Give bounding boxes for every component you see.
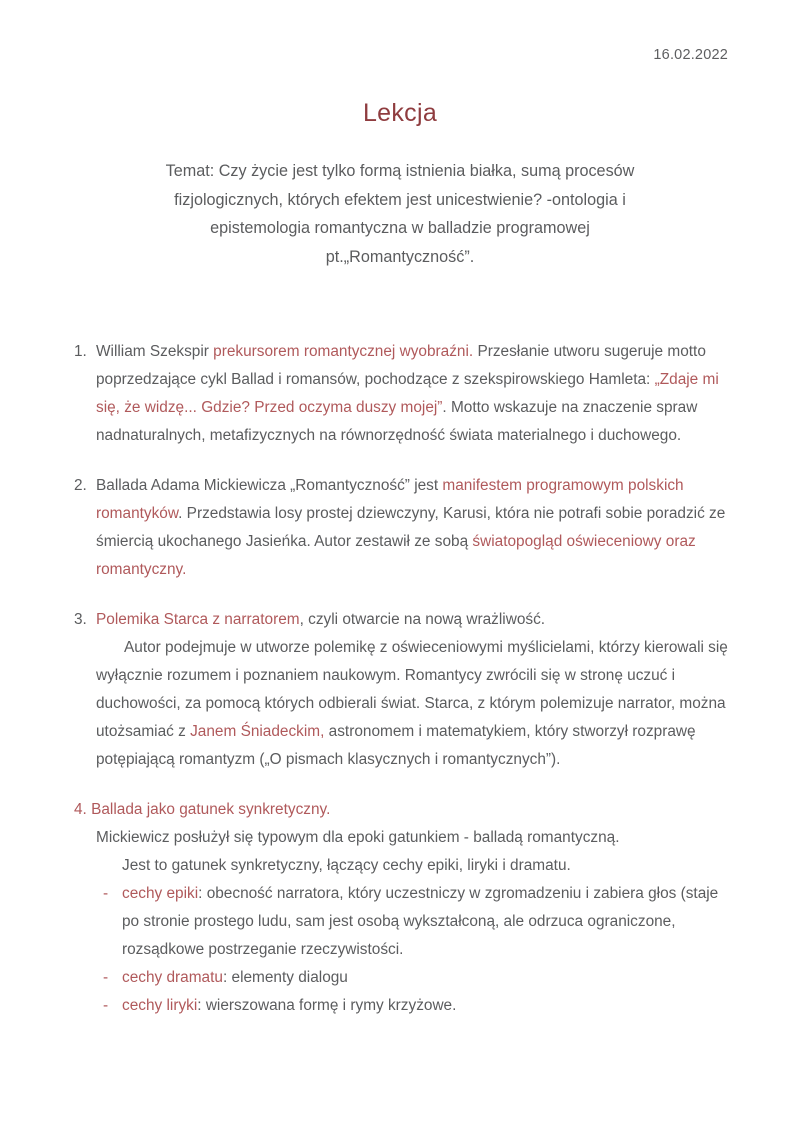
text-segment: astronomem i matematykiem, który stworzył rozprawę potępiającą romantyzm („O pismach klasycznych i romantycznych”).	[96, 723, 696, 768]
text-segment: William Szekspir	[96, 343, 214, 360]
list-item-4-heading: 4. Ballada jako gatunek synkretyczny.	[74, 801, 331, 818]
page-title: Lekcja	[362, 99, 438, 127]
list-item	[0, 964, 800, 992]
subject-line-3: epistemologia romantyczna w balladzie programowej	[210, 219, 590, 237]
highlighted-segment: Polemika Starca z narratorem	[96, 611, 300, 628]
dash-bullet-icon: -	[103, 969, 109, 986]
list-marker: 1.	[74, 343, 87, 360]
list-item-text	[122, 880, 728, 964]
list-item	[0, 472, 800, 584]
list-item-text	[96, 338, 728, 450]
list-item-text	[96, 472, 728, 584]
list-item-heading	[96, 606, 728, 634]
highlighted-segment: manifestem programowym polskich romantyków	[96, 477, 684, 522]
list-item-4-subline-2: Jest to gatunek synkretyczny, łączący cechy epiki, liryki i dramatu.	[122, 857, 571, 874]
list-marker: 3.	[74, 611, 87, 628]
subject-line-2: fizjologicznych, których efektem jest unicestwienie? -ontologia i	[174, 190, 626, 209]
text-segment: . Motto wskazuje na znaczenie spraw nadnaturalnych, metafizycznych na równorzędność świata materialnego i duchowego.	[96, 399, 698, 444]
feature-description: : elementy dialogu	[222, 969, 348, 986]
subject-line-4: pt.„Romantyczność”.	[325, 247, 475, 266]
genre-feature-list	[0, 880, 800, 1020]
list-item	[0, 338, 800, 450]
highlighted-segment: Janem Śniadeckim,	[190, 723, 325, 740]
list-item-text	[122, 992, 728, 1020]
text-segment: Ballada Adama Mickiewicza „Romantyczność” jest	[96, 477, 443, 494]
highlighted-segment: prekursorem romantycznej wyobraźni.	[213, 343, 474, 360]
text-segment: , czyli otwarcie na nową wrażliwość.	[299, 611, 546, 628]
feature-label: cechy dramatu	[122, 969, 223, 986]
list-item-4-subline-1: Mickiewicz posłużył się typowym dla epoki gatunkiem - balladą romantyczną.	[96, 829, 620, 846]
list-item	[0, 992, 800, 1020]
text-segment: Autor podejmuje w utworze polemikę z oświeceniowymi myślicielami, którzy kierowali się wyłącznie rozumem i poznaniem naukowym. Romantycy zwrócili się w stronę uczuć i duchowości, za pomocą których odbierali świat. Starca, z którym polemizuje narrator, można utożsamiać z	[96, 639, 728, 740]
list-item-text	[122, 964, 728, 992]
feature-label: cechy liryki	[122, 997, 198, 1014]
feature-label: cechy epiki	[122, 885, 199, 902]
dash-bullet-icon: -	[103, 885, 109, 902]
highlighted-segment: „Zdaje mi się, że widzę... Gdzie? Przed oczyma duszy mojej”	[96, 371, 719, 416]
highlighted-segment: światopogląd oświeceniowy oraz romantyczny.	[96, 533, 696, 578]
list-item-4	[0, 796, 800, 880]
list-item	[0, 880, 800, 964]
feature-description: : obecność narratora, który uczestniczy w zgromadzeniu i zabiera głos (staje po stronie prostego ludu, sam jest osobą wykształconą, ale odrzuca ograniczone, rozsądkowe postrzeganie rzeczywistości.	[122, 885, 719, 958]
document-date: 16.02.2022	[653, 47, 728, 63]
text-segment: Przesłanie utworu sugeruje motto poprzedzające cykl Ballad i romansów, pochodzące z szekspirowskiego Hamleta:	[96, 343, 706, 388]
list-marker: 2.	[74, 477, 87, 494]
text-segment: . Przedstawia losy prostej dziewczyny, Karusi, która nie potrafi sobie poradzić ze śmiercią ukochanego Jasieńka. Autor zestawił ze sobą	[96, 505, 726, 550]
lesson-notes-list	[0, 338, 800, 1020]
subject-line-1: Temat: Czy życie jest tylko formą istnienia białka, sumą procesów	[165, 162, 635, 180]
list-item-text	[96, 634, 728, 774]
subject-block	[110, 157, 690, 271]
dash-bullet-icon: -	[103, 997, 109, 1014]
list-item	[0, 606, 800, 774]
feature-description: : wierszowana formę i rymy krzyżowe.	[197, 997, 457, 1014]
